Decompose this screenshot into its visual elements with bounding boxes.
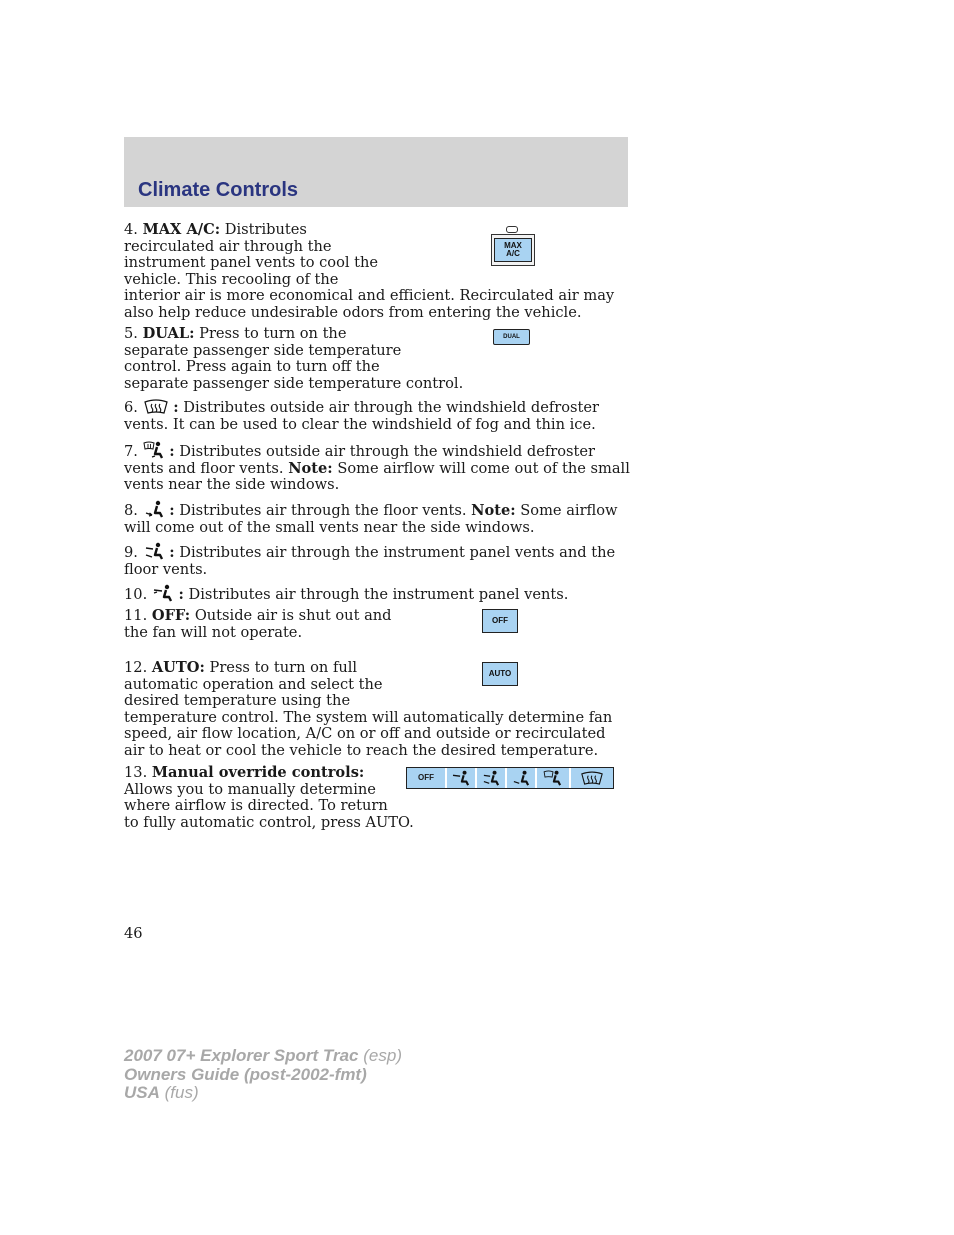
strip-defrost-button[interactable] <box>571 768 613 788</box>
maxac-description: 4. MAX A/C: Distributes recirculated air through the instrument panel vents to cool the vehicle. This recooling of the interior air is more economical and efficient. Recirculated air may also help reduce undesirable odors from entering the vehicle. <box>124 221 615 321</box>
floor-description: 8. : Distributes air through the floor vents. Note: Some airflow will come out of the small vents near the side windows. <box>124 502 618 536</box>
auto-button[interactable]: AUTO <box>482 662 518 686</box>
windshield-defrost-icon <box>143 399 169 415</box>
defrost-description: 6. : Distributes outside air through the windshield defroster vents. It can be used to clear the windshield of fog and thin ice. <box>124 399 599 433</box>
page-title: Climate Controls <box>138 179 299 201</box>
strip-panel-button[interactable] <box>447 768 477 788</box>
page-number: 46 <box>124 925 143 942</box>
floor-vent-icon <box>143 500 165 518</box>
strip-defrost-floor-button[interactable] <box>537 768 571 788</box>
panel-vent-icon <box>450 770 472 786</box>
defrost-floor-icon <box>542 770 564 786</box>
panel-floor-description: 9. : Distributes air through the instrument panel vents and the floor vents. <box>124 544 616 578</box>
manual-override-description: 13. Manual override controls: Allows you to manually determine where airflow is directed. To return to fully automatic control, press AUTO. <box>124 764 414 831</box>
panel-description: 10. : Distributes air through the instrument panel vents. <box>124 586 569 603</box>
dual-description: 5. DUAL: Press to turn on the separate passenger side temperature control. Press again to turn off the separate passenger side temperature control. <box>124 325 464 392</box>
maxac-button[interactable]: MAX A/C <box>494 238 532 262</box>
document-footer: 2007 07+ Explorer Sport Trac (esp) Owners Guide (post-2002-fmt) USA (fus) <box>124 1046 402 1102</box>
manual-override-control-strip <box>406 767 614 789</box>
floor-vent-icon <box>510 770 532 786</box>
strip-off-button[interactable]: OFF <box>407 768 447 788</box>
defrost-floor-icon <box>143 441 165 459</box>
windshield-defrost-icon <box>580 771 604 786</box>
strip-floor-button[interactable] <box>507 768 537 788</box>
off-button[interactable]: OFF <box>482 609 518 633</box>
strip-panel-floor-button[interactable] <box>477 768 507 788</box>
panel-floor-vent-icon <box>143 542 165 560</box>
maxac-indicator-light <box>506 226 518 233</box>
section-header <box>124 137 628 207</box>
auto-description: 12. AUTO: Press to turn on full automatic operation and select the desired temperature using the temperature control. The system will automatically determine fan speed, air flow location, A/C on or off and outside or recirculated air to heat or cool the vehicle to reach the desired temperature. <box>124 659 613 759</box>
defrost-floor-description: 7. : Distributes outside air through the windshield defroster vents and floor vents. Note: Some airflow will come out of the small vents near the side windows. <box>124 443 630 493</box>
panel-vent-icon <box>152 584 174 602</box>
dual-button[interactable]: DUAL <box>493 329 530 345</box>
off-description: 11. OFF: Outside air is shut out and the fan will not operate. <box>124 607 392 641</box>
panel-floor-vent-icon <box>480 770 502 786</box>
